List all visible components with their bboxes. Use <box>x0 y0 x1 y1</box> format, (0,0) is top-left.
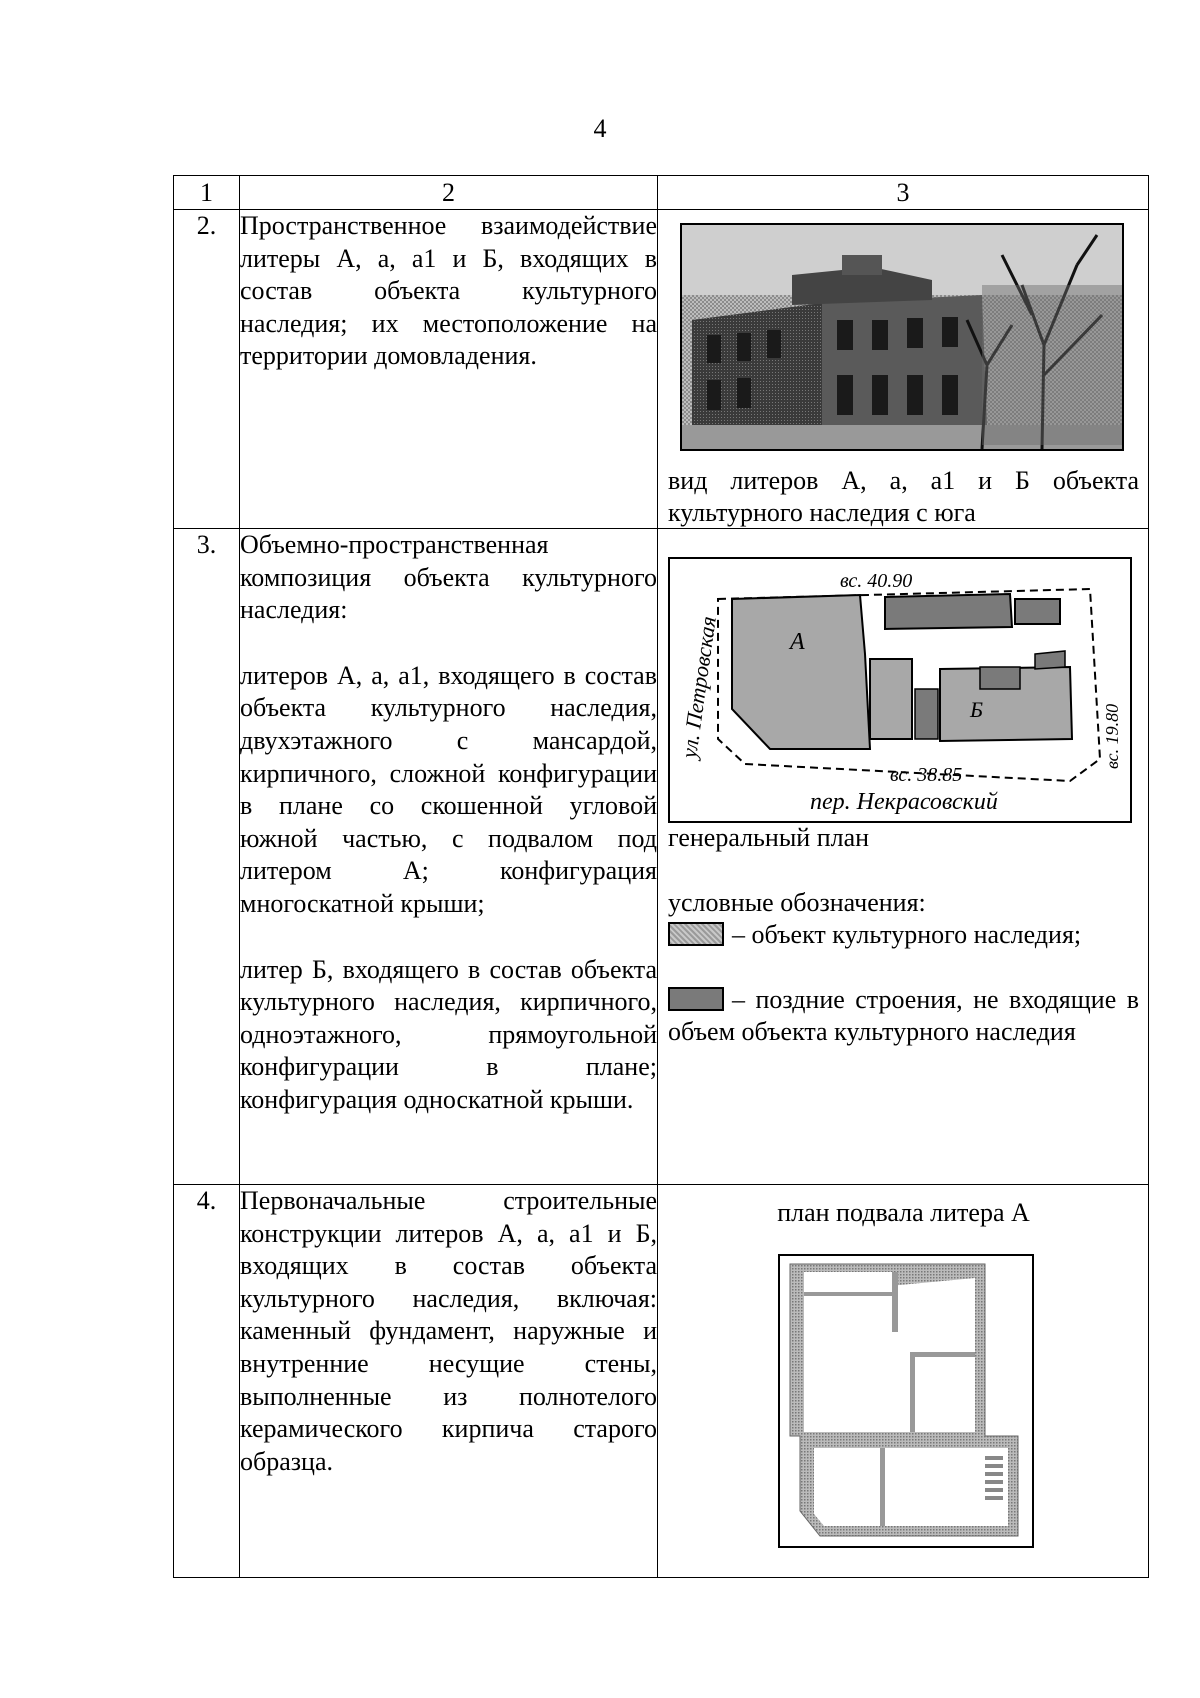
site-plan-dim-right: вс. 19.80 <box>1102 703 1122 769</box>
site-plan-dim-bottom: вс. 38.85 <box>890 764 963 786</box>
row-number: 4. <box>174 1185 240 1578</box>
basement-plan <box>778 1254 1034 1548</box>
table-row <box>174 529 1149 1185</box>
row-description <box>240 529 658 1185</box>
legend-title: условные обозначения: <box>668 888 926 917</box>
row-description <box>240 1185 658 1578</box>
header-col-3: 3 <box>658 176 1149 210</box>
basement-plan-drawing <box>780 1256 1032 1546</box>
basement-plan-caption: план подвала литера А <box>777 1198 1030 1227</box>
header-col-1: 1 <box>174 176 240 210</box>
legend-heritage <box>668 919 1081 951</box>
heritage-swatch <box>668 922 724 946</box>
heritage-table <box>173 175 1149 1578</box>
site-plan-lit-a: А <box>790 629 805 655</box>
description-paragraph: Первоначальные строительные конструкции литеров А, а, а1 и Б, входящих в состав объекта культурного наследия, включая: каменный фундамент, наружные и внутренние несущие стены, выполненные из полнотелого керамического кирпича старого образца. <box>240 1186 657 1476</box>
site-plan-caption: генеральный план <box>668 823 870 852</box>
table-row <box>174 1185 1149 1578</box>
row-illustration <box>658 529 1149 1185</box>
site-plan-street-left: ул. Петровская <box>676 614 721 760</box>
site-plan <box>668 557 1132 823</box>
site-plan-dim-top: вс. 40.90 <box>840 570 913 592</box>
site-plan-street-bottom: пер. Некрасовский <box>810 789 998 815</box>
site-plan-drawing <box>670 559 1130 821</box>
description-paragraph: Объемно-пространственная композиция объекта культурного наследия: <box>240 530 657 625</box>
row-illustration <box>658 210 1149 529</box>
row-number: 3. <box>174 529 240 1185</box>
building-photo-drawing <box>682 225 1122 449</box>
legend-late-label: – поздние строения, не входящие в объем объекта культурного наследия <box>668 985 1139 1046</box>
description-paragraph: Пространственное взаимодействие литеры А, а, а1 и Б, входящих в состав объекта культурного наследия; их местоположение на территории домовладения. <box>240 211 657 371</box>
description-paragraph: литер Б, входящего в состав объекта культурного наследия, кирпичного, одноэтажного, прямоугольной конфигурации в плане; конфигурация односкатной крыши. <box>240 954 657 1114</box>
table-header-row <box>174 176 1149 210</box>
legend-heritage-label: – объект культурного наследия; <box>732 920 1082 949</box>
photo-caption: вид литеров А, а, а1 и Б объекта культурного наследия с юга <box>668 466 1139 527</box>
late-swatch <box>668 987 724 1011</box>
row-illustration <box>658 1185 1149 1578</box>
row-description <box>240 210 658 529</box>
row-number: 2. <box>174 210 240 529</box>
building-photo <box>680 223 1124 451</box>
header-col-2: 2 <box>240 176 658 210</box>
page-number: 4 <box>593 114 607 143</box>
table-row <box>174 210 1149 529</box>
description-paragraph: литеров А, а, а1, входящего в состав объекта культурного наследия, двухэтажного с мансардой, кирпичного, сложной конфигурации в плане со скошенной угловой южной частью, с подвалом под литером А; конфигурация многоскатной крыши; <box>240 660 657 918</box>
legend-late <box>668 984 1139 1048</box>
site-plan-lit-b: Б <box>970 697 983 722</box>
